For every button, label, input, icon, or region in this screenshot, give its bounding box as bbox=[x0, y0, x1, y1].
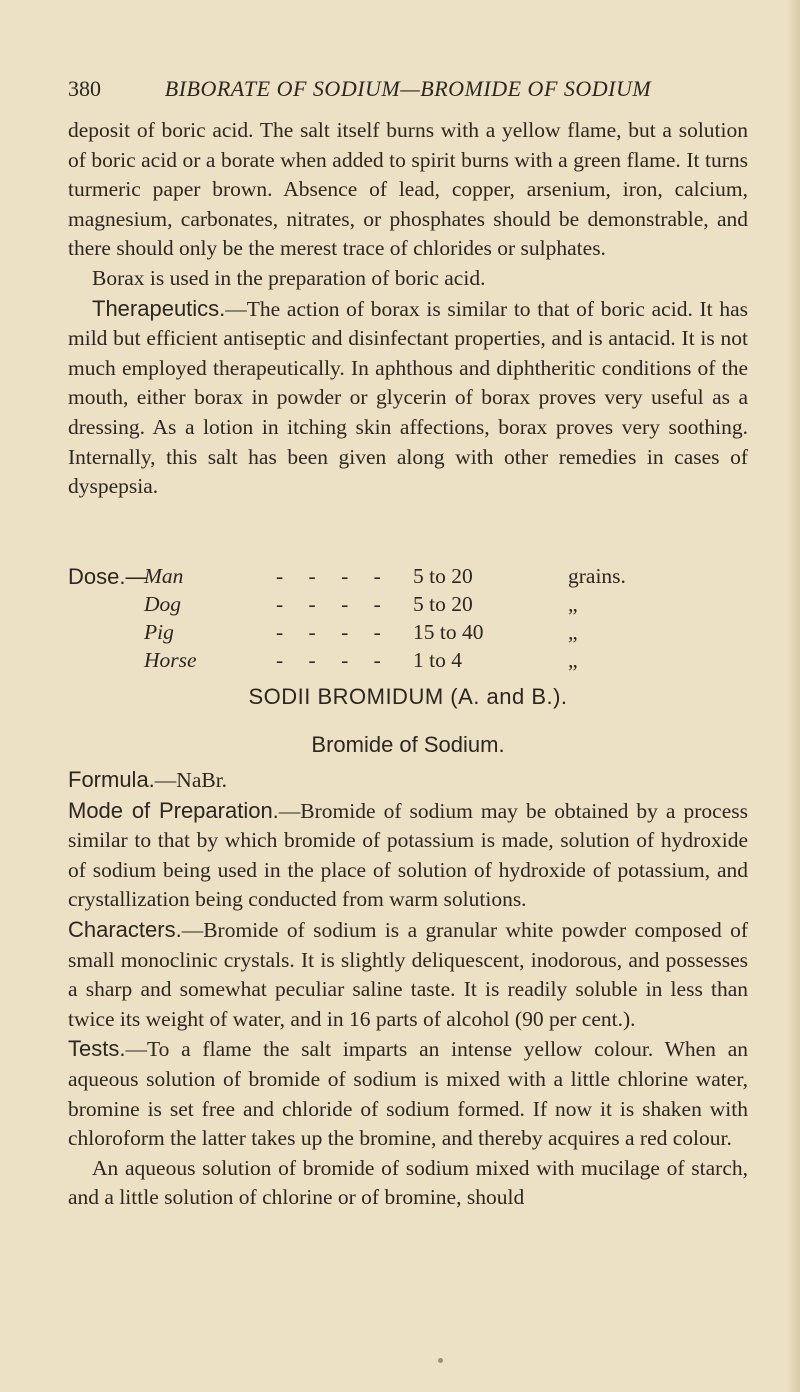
page-edge-shadow bbox=[786, 0, 800, 1392]
dose-animal: Pig bbox=[144, 620, 174, 644]
formula-text: —NaBr. bbox=[154, 768, 228, 792]
mode-text: —Bromide of sodium may be obtained by a process similar to that by which bromide of potassium is made, solution of hydroxide of sodium being used in the place of solution of hydroxide of potassium, and crystallization being conducted from warm solutions. bbox=[68, 798, 748, 912]
page-header bbox=[68, 76, 748, 116]
tests-text: —To a flame the salt imparts an intense yellow colour. When an aqueous solution of bromide of sodium is mixed with a little chlorine water, bromine is set free and chloride of sodium formed. If now it is shaken with chloroform the latter takes up the bromine, and thereby acquires a red colour. bbox=[68, 1037, 748, 1151]
dose-amount: 5 to 20 bbox=[413, 592, 473, 616]
paragraph-therapeutics bbox=[68, 294, 748, 502]
dose-leader: - - - - bbox=[276, 620, 391, 644]
dose-unit: grains. bbox=[568, 564, 626, 588]
heading-therapeutics: Therapeutics. bbox=[92, 295, 226, 321]
paragraph-tests-continued: deposit of boric acid. The salt itself burns with a yellow flame, but a solution of boric acid or a borate when added to spirit burns with a green flame. It turns turmeric paper brown. Absence of lead, copper, arsenium, iron, calcium, magnesium, carbonates, nitrates, or phosphates should be demonstrable, and there should only be the merest trace of chlorides or sulphates. bbox=[68, 118, 748, 261]
dose-amount: 5 to 20 bbox=[413, 564, 473, 588]
dose-amount: 15 to 40 bbox=[413, 620, 484, 644]
heading-formula: Formula. bbox=[68, 767, 155, 792]
dose-animal: Man bbox=[144, 564, 184, 588]
section-title: SODII BROMIDUM (A. and B.). bbox=[248, 684, 568, 709]
dose-leader: - - - - bbox=[276, 564, 391, 588]
heading-tests: Tests. bbox=[68, 1036, 126, 1062]
page-number: 380 bbox=[68, 76, 101, 101]
running-head: BIBORATE OF SODIUM—BROMIDE OF SODIUM bbox=[164, 76, 652, 101]
dose-animal: Horse bbox=[144, 648, 197, 672]
dose-row bbox=[68, 564, 748, 592]
therapeutics-text: —The action of borax is similar to that of boric acid. It has mild but efficient antiseptic and disinfectant properties, and is antacid. It is not much employed therapeutically. In aphthous and diphtheritic conditions of the mouth, either borax in powder or glycerin of borax proves very useful as a dressing. As a lotion in itching skin affections, borax proves very soothing. Internally, this salt has been given along with other remedies in cases of dyspepsia. bbox=[68, 296, 748, 499]
dose-unit: „ bbox=[568, 648, 578, 672]
dose-leader: - - - - bbox=[276, 648, 391, 672]
dose-leader: - - - - bbox=[276, 592, 391, 616]
dose-row bbox=[68, 620, 748, 648]
paragraph-mode-of-preparation bbox=[68, 796, 748, 915]
heading-mode-of-preparation: Mode of Preparation. bbox=[68, 797, 279, 823]
characters-text: —Bromide of sodium is a granular white powder composed of small monoclinic crystals. It is slightly deliquescent, inodorous, and possesses a sharp and somewhat peculiar saline taste. It is readily soluble in less than twice its weight of water, and in 16 parts of alcohol (90 per cent.). bbox=[68, 917, 748, 1031]
dose-row bbox=[68, 648, 748, 676]
dose-label: Dose.— bbox=[68, 564, 148, 589]
dose-row bbox=[68, 592, 748, 620]
borax-section bbox=[68, 116, 748, 502]
paragraph-borax-use: Borax is used in the preparation of boric acid. bbox=[92, 265, 486, 290]
section-subtitle: Bromide of Sodium. bbox=[311, 732, 505, 757]
dose-unit: „ bbox=[568, 592, 578, 616]
paragraph-tests bbox=[68, 1034, 748, 1153]
bromide-section bbox=[68, 765, 748, 1213]
paragraph-formula bbox=[68, 765, 748, 796]
dose-animal: Dog bbox=[144, 592, 182, 616]
heading-characters: Characters. bbox=[68, 916, 182, 942]
dose-amount: 1 to 4 bbox=[413, 648, 462, 672]
ink-dot bbox=[438, 1358, 443, 1363]
paragraph-starch-test: An aqueous solution of bromide of sodium mixed with mucilage of starch, and a little solution of chlorine or of bromine, should bbox=[68, 1155, 748, 1210]
paragraph-characters bbox=[68, 915, 748, 1034]
dose-unit: „ bbox=[568, 620, 578, 644]
